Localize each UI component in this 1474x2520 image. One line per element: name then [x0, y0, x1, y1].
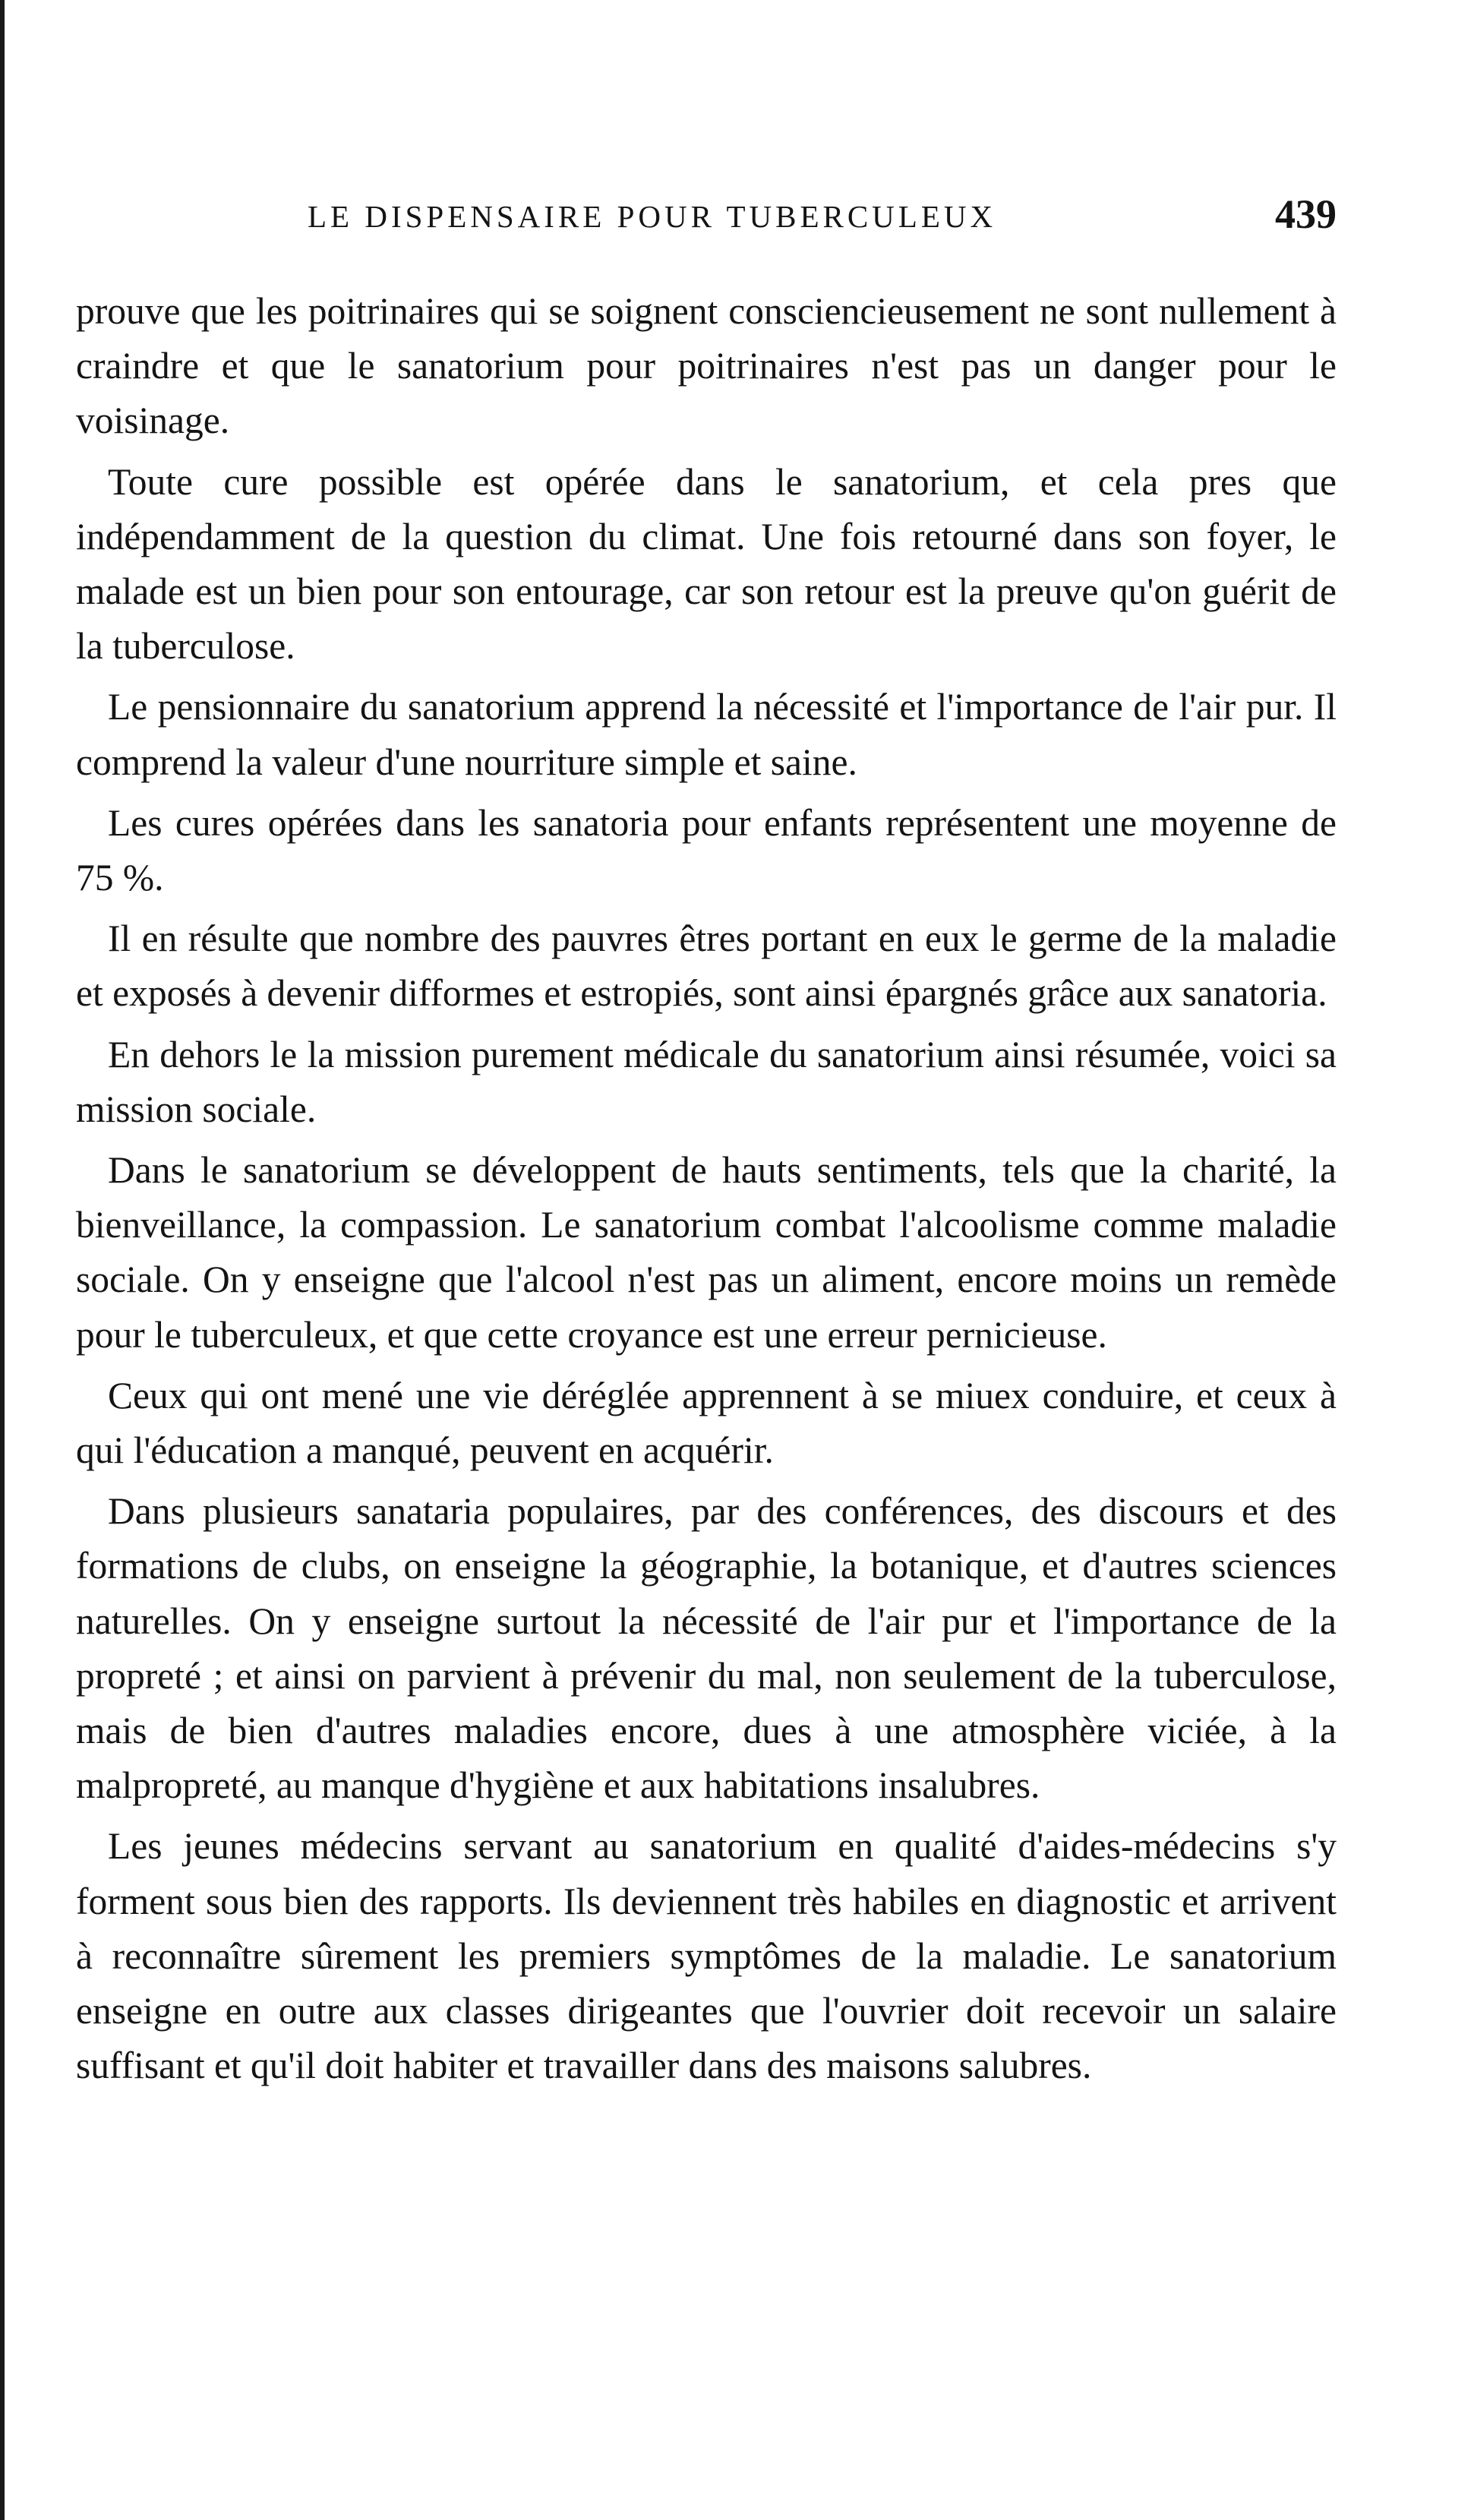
paragraph-8: Ceux qui ont mené une vie déréglée apprennent à se miuex conduire, et ceux à qui l'éducation a manqué, peuvent en acquérir.	[76, 1374, 1337, 1472]
page-number: 439	[1275, 191, 1337, 237]
body-text	[76, 284, 1337, 2094]
paragraph-10: Les jeunes médecins servant au sanatorium en qualité d'aides-médecins s'y forment sous bien des rapports. Ils deviennent très habiles en diagnostic et arrivent à reconnaître sûrement les premiers symptômes de la maladie. Le sanatorium enseigne en outre aux classes dirigeantes que l'ouvrier doit recevoir un salaire suffisant et qu'il doit habiter et travailler dans des maisons salubres.	[76, 1825, 1337, 2087]
paragraph-2: Toute cure possible est opérée dans le sanatorium, et cela pres que indépendamment de la question du climat. Une fois retourné dans son foyer, le malade est un bien pour son entourage, car son retour est la preuve qu'on guérit de la tuberculose.	[76, 460, 1337, 668]
running-title: LE DISPENSAIRE POUR TUBERCULEUX	[308, 199, 997, 234]
paragraph-5: Il en résulte que nombre des pauvres êtres portant en eux le germe de la maladie et exposés à devenir difformes et estropiés, sont ainsi épargnés grâce aux sanatoria.	[76, 917, 1337, 1015]
page-header	[76, 191, 1337, 254]
paragraph-9: Dans plusieurs sanataria populaires, par des conférences, des discours et des formations de clubs, on enseigne la géographie, la botanique, et d'autres sciences naturelles. On y enseigne surtout la nécessité de l'air pur et l'importance de la propreté ; et ainsi on parvient à prévenir du mal, non seulement de la tuberculose, mais de bien d'autres maladies encore, dues à une atmosphère viciée, à la malpropreté, au manque d'hygiène et aux habitations insalubres.	[76, 1490, 1337, 1807]
page-edge	[0, 0, 5, 2520]
paragraph-6: En dehors le la mission purement médicale du sanatorium ainsi résumée, voici sa mission sociale.	[76, 1033, 1337, 1130]
paragraph-3: Le pensionnaire du sanatorium apprend la nécessité et l'importance de l'air pur. Il comprend la valeur d'une nourriture simple et saine.	[76, 686, 1337, 783]
paragraph-1: prouve que les poitrinaires qui se soignent consciencieusement ne sont nullement à craindre et que le sanatorium pour poitrinaires n'est pas un danger pour le voisinage.	[76, 290, 1337, 442]
paragraph-7: Dans le sanatorium se développent de hauts sentiments, tels que la charité, la bienveillance, la compassion. Le sanatorium combat l'alcoolisme comme maladie sociale. On y enseigne que l'alcool n'est pas un aliment, encore moins un remède pour le tuberculeux, et que cette croyance est une erreur pernicieuse.	[76, 1149, 1337, 1356]
paragraph-4: Les cures opérées dans les sanatoria pour enfants représentent une moyenne de 75 %.	[76, 801, 1337, 899]
